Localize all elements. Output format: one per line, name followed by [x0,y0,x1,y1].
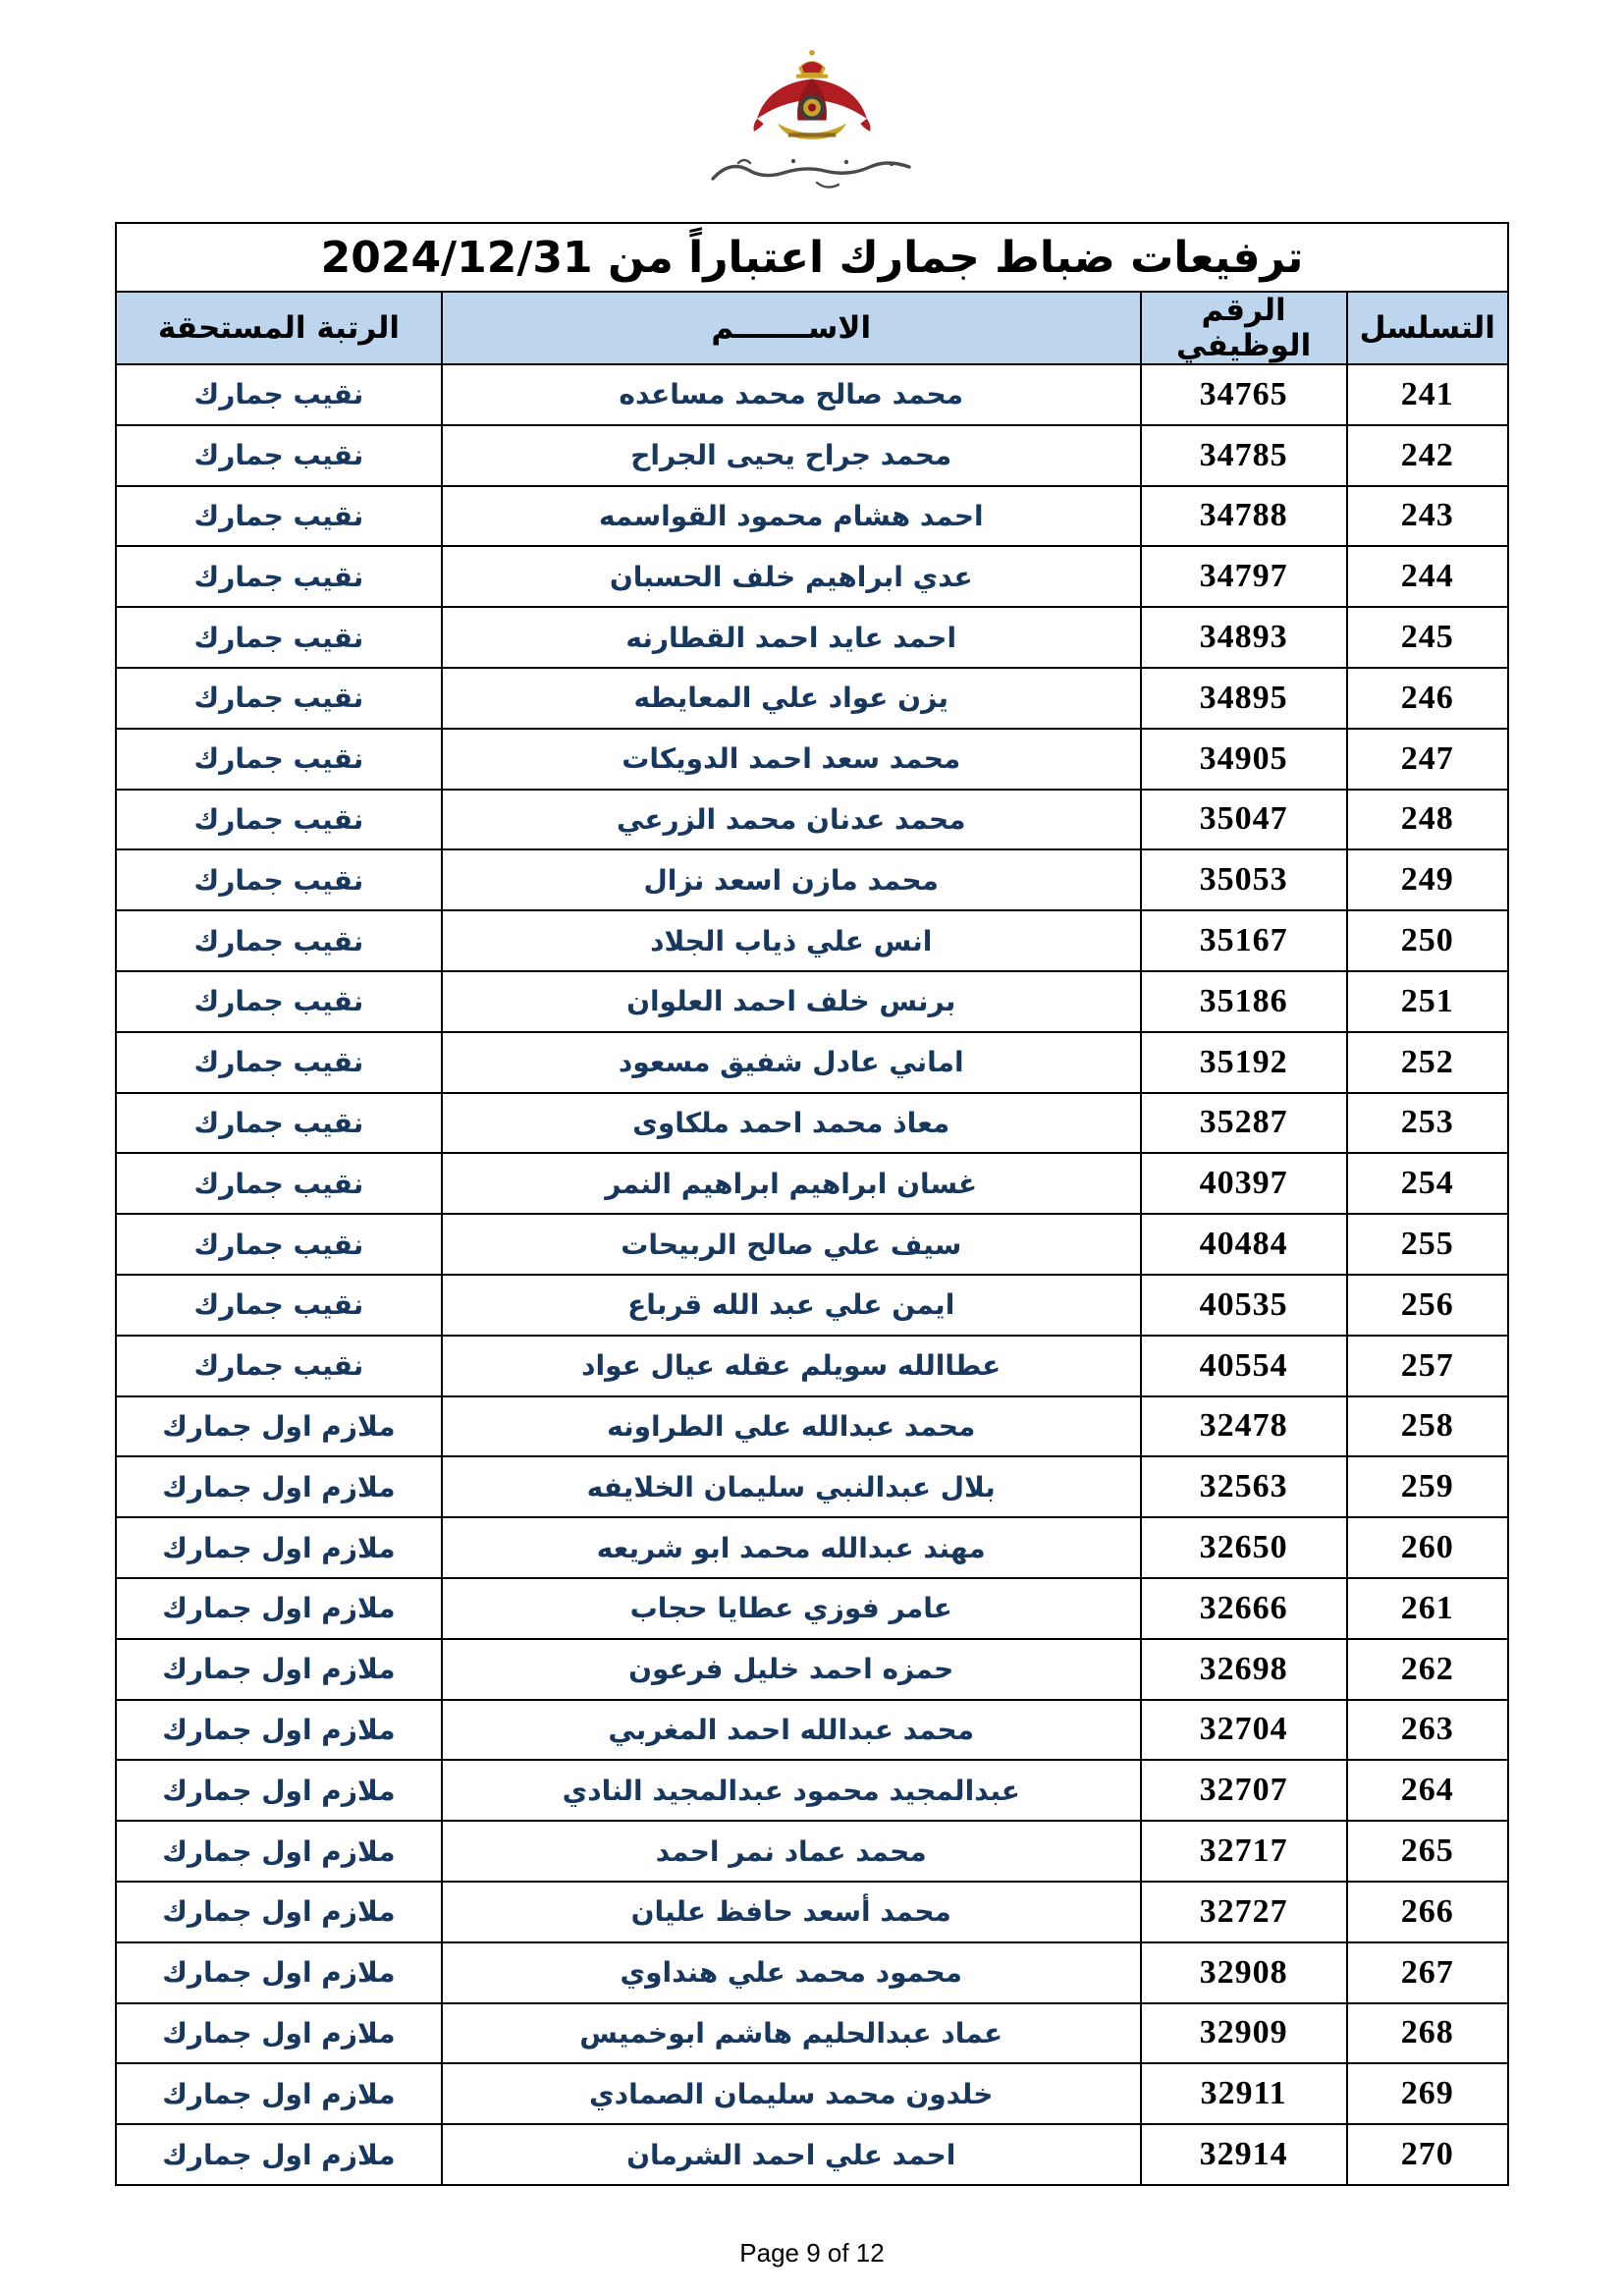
arabic-calligraphy-signature [699,149,925,191]
cell-employee-number: 35186 [1141,971,1347,1032]
table-row [116,1639,1508,1700]
cell-serial: 262 [1347,1639,1508,1700]
table-row [116,1882,1508,1942]
cell-rank: ملازم اول جمارك [116,1456,442,1517]
cell-serial: 264 [1347,1760,1508,1821]
cell-employee-number: 35167 [1141,910,1347,971]
cell-serial: 258 [1347,1396,1508,1457]
cell-employee-number: 32704 [1141,1700,1347,1761]
cell-name: عبدالمجيد محمود عبدالمجيد النادي [442,1760,1141,1821]
cell-serial: 255 [1347,1214,1508,1275]
cell-rank: نقيب جمارك [116,546,442,607]
cell-employee-number: 32717 [1141,1821,1347,1882]
cell-serial: 250 [1347,910,1508,971]
cell-rank: ملازم اول جمارك [116,2063,442,2124]
table-row [116,1396,1508,1457]
cell-rank: نقيب جمارك [116,1336,442,1396]
cell-employee-number: 35287 [1141,1093,1347,1154]
table-row [116,668,1508,729]
cell-rank: نقيب جمارك [116,790,442,850]
promotions-table-container [115,222,1509,2186]
cell-employee-number: 32698 [1141,1639,1347,1700]
table-row [116,729,1508,790]
header-name: الاســـــــم [442,292,1141,364]
table-row [116,364,1508,425]
cell-name: عدي ابراهيم خلف الحسبان [442,546,1141,607]
cell-serial: 263 [1347,1700,1508,1761]
table-row [116,607,1508,668]
logo-block [0,47,1624,191]
table-row [116,1760,1508,1821]
cell-employee-number: 40535 [1141,1275,1347,1336]
cell-employee-number: 34788 [1141,486,1347,547]
cell-employee-number: 34785 [1141,425,1347,486]
cell-employee-number: 32563 [1141,1456,1347,1517]
cell-name: معاذ محمد احمد ملكاوى [442,1093,1141,1154]
cell-rank: ملازم اول جمارك [116,2003,442,2064]
cell-rank: نقيب جمارك [116,1093,442,1154]
cell-rank: نقيب جمارك [116,607,442,668]
table-row [116,1214,1508,1275]
table-row [116,910,1508,971]
cell-name: احمد علي احمد الشرمان [442,2124,1141,2185]
cell-serial: 256 [1347,1275,1508,1336]
cell-name: عماد عبدالحليم هاشم ابوخميس [442,2003,1141,2064]
promotions-table [115,222,1509,2186]
table-row [116,1700,1508,1761]
table-row [116,1517,1508,1578]
cell-serial: 242 [1347,425,1508,486]
cell-serial: 266 [1347,1882,1508,1942]
table-row [116,790,1508,850]
document-title: ترفيعات ضباط جمارك اعتباراً من 2024/12/31 [116,223,1508,292]
cell-employee-number: 32908 [1141,1942,1347,2003]
cell-employee-number: 32914 [1141,2124,1347,2185]
cell-name: عامر فوزي عطايا حجاب [442,1578,1141,1639]
cell-rank: ملازم اول جمارك [116,1396,442,1457]
cell-name: محمد عماد نمر احمد [442,1821,1141,1882]
cell-rank: نقيب جمارك [116,1153,442,1214]
header-serial: التسلسل [1347,292,1508,364]
table-row [116,1942,1508,2003]
table-row [116,2003,1508,2064]
cell-name: حمزه احمد خليل فرعون [442,1639,1141,1700]
cell-serial: 244 [1347,546,1508,607]
table-body [116,364,1508,2185]
cell-employee-number: 34797 [1141,546,1347,607]
cell-rank: ملازم اول جمارك [116,1517,442,1578]
cell-rank: ملازم اول جمارك [116,1760,442,1821]
cell-name: محمد أسعد حافظ عليان [442,1882,1141,1942]
cell-employee-number: 32478 [1141,1396,1347,1457]
cell-name: ايمن علي عبد الله قرباع [442,1275,1141,1336]
cell-rank: ملازم اول جمارك [116,1700,442,1761]
cell-rank: ملازم اول جمارك [116,1942,442,2003]
cell-rank: نقيب جمارك [116,1032,442,1093]
cell-serial: 270 [1347,2124,1508,2185]
cell-serial: 252 [1347,1032,1508,1093]
cell-employee-number: 35047 [1141,790,1347,850]
cell-rank: نقيب جمارك [116,364,442,425]
cell-name: برنس خلف احمد العلوان [442,971,1141,1032]
cell-employee-number: 40484 [1141,1214,1347,1275]
table-row [116,1093,1508,1154]
header-rank: الرتبة المستحقة [116,292,442,364]
cell-rank: نقيب جمارك [116,1275,442,1336]
cell-name: محمد صالح محمد مساعده [442,364,1141,425]
table-title-row [116,223,1508,292]
table-row [116,1153,1508,1214]
cell-serial: 251 [1347,971,1508,1032]
cell-rank: نقيب جمارك [116,910,442,971]
cell-serial: 253 [1347,1093,1508,1154]
table-row [116,2124,1508,2185]
table-row [116,849,1508,910]
cell-employee-number: 40397 [1141,1153,1347,1214]
table-row [116,971,1508,1032]
cell-employee-number: 34765 [1141,364,1347,425]
table-row [116,1032,1508,1093]
cell-employee-number: 32909 [1141,2003,1347,2064]
cell-serial: 247 [1347,729,1508,790]
cell-serial: 241 [1347,364,1508,425]
cell-employee-number: 32707 [1141,1760,1347,1821]
cell-employee-number: 34905 [1141,729,1347,790]
cell-rank: نقيب جمارك [116,729,442,790]
cell-rank: نقيب جمارك [116,486,442,547]
cell-serial: 249 [1347,849,1508,910]
table-row [116,1275,1508,1336]
cell-name: محمد عدنان محمد الزرعي [442,790,1141,850]
table-row [116,546,1508,607]
cell-serial: 269 [1347,2063,1508,2124]
cell-rank: نقيب جمارك [116,849,442,910]
cell-name: محمد عبدالله احمد المغربي [442,1700,1141,1761]
cell-employee-number: 32727 [1141,1882,1347,1942]
cell-serial: 245 [1347,607,1508,668]
cell-rank: نقيب جمارك [116,1214,442,1275]
cell-serial: 268 [1347,2003,1508,2064]
table-row [116,2063,1508,2124]
cell-name: محمد جراح يحيى الجراح [442,425,1141,486]
cell-employee-number: 32911 [1141,2063,1347,2124]
cell-serial: 246 [1347,668,1508,729]
cell-name: محمد سعد احمد الدويكات [442,729,1141,790]
cell-name: محمود محمد علي هنداوي [442,1942,1141,2003]
cell-name: احمد عايد احمد القطارنه [442,607,1141,668]
cell-rank: نقيب جمارك [116,668,442,729]
cell-serial: 267 [1347,1942,1508,2003]
cell-name: محمد عبدالله علي الطراونه [442,1396,1141,1457]
cell-employee-number: 35192 [1141,1032,1347,1093]
table-row [116,1456,1508,1517]
table-row [116,486,1508,547]
cell-serial: 260 [1347,1517,1508,1578]
cell-name: عطاالله سويلم عقله عيال عواد [442,1336,1141,1396]
cell-rank: ملازم اول جمارك [116,1578,442,1639]
cell-serial: 257 [1347,1336,1508,1396]
cell-rank: نقيب جمارك [116,425,442,486]
cell-name: سيف علي صالح الربيحات [442,1214,1141,1275]
cell-serial: 248 [1347,790,1508,850]
cell-rank: نقيب جمارك [116,971,442,1032]
jordan-customs-emblem [729,47,895,147]
cell-rank: ملازم اول جمارك [116,2124,442,2185]
cell-name: يزن عواد علي المعايطه [442,668,1141,729]
cell-name: محمد مازن اسعد نزال [442,849,1141,910]
table-row [116,1821,1508,1882]
cell-rank: ملازم اول جمارك [116,1639,442,1700]
cell-employee-number: 34893 [1141,607,1347,668]
cell-rank: ملازم اول جمارك [116,1882,442,1942]
cell-name: احمد هشام محمود القواسمه [442,486,1141,547]
cell-employee-number: 34895 [1141,668,1347,729]
table-row [116,425,1508,486]
cell-name: غسان ابراهيم ابراهيم النمر [442,1153,1141,1214]
cell-name: مهند عبدالله محمد ابو شريعه [442,1517,1141,1578]
cell-serial: 243 [1347,486,1508,547]
cell-employee-number: 32666 [1141,1578,1347,1639]
cell-employee-number: 40554 [1141,1336,1347,1396]
cell-employee-number: 32650 [1141,1517,1347,1578]
header-employee-number: الرقم الوظيفي [1141,292,1347,364]
table-row [116,1578,1508,1639]
table-header-row [116,292,1508,364]
cell-serial: 261 [1347,1578,1508,1639]
cell-serial: 254 [1347,1153,1508,1214]
cell-name: خلدون محمد سليمان الصمادي [442,2063,1141,2124]
cell-serial: 259 [1347,1456,1508,1517]
table-row [116,1336,1508,1396]
cell-name: بلال عبدالنبي سليمان الخلايفه [442,1456,1141,1517]
cell-rank: ملازم اول جمارك [116,1821,442,1882]
cell-serial: 265 [1347,1821,1508,1882]
cell-employee-number: 35053 [1141,849,1347,910]
cell-name: اماني عادل شفيق مسعود [442,1032,1141,1093]
page-number: Page 9 of 12 [739,2238,885,2268]
cell-name: انس علي ذياب الجلاد [442,910,1141,971]
